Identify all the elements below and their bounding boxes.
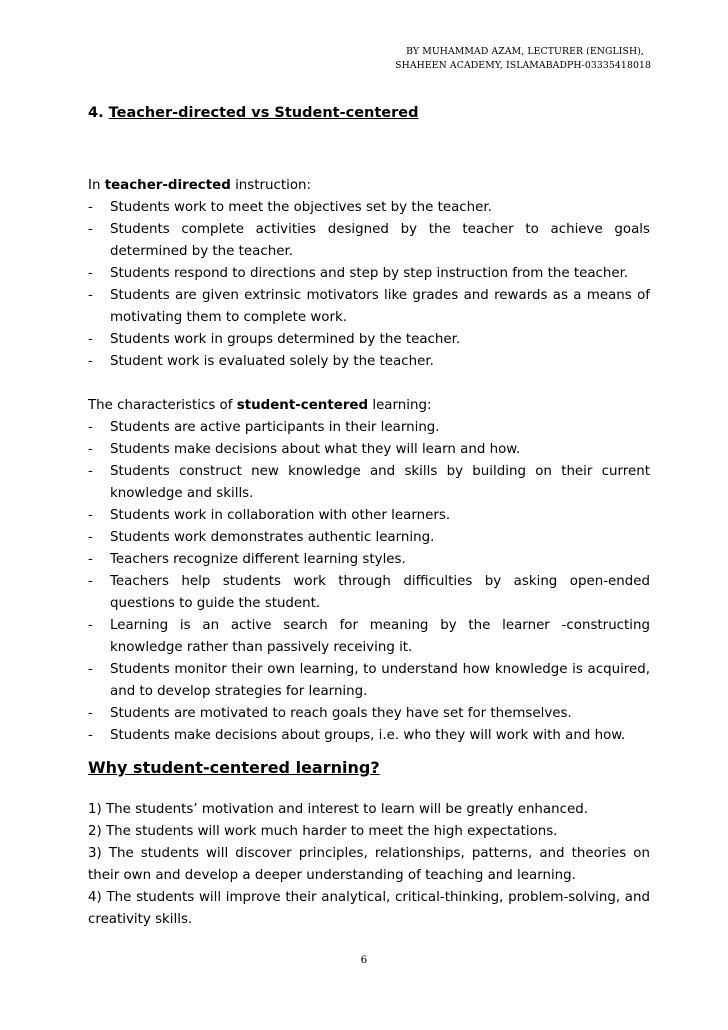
- reason-item: 4) The students will improve their analytical, critical-thinking, problem-solving, and creativity skills.: [88, 890, 650, 927]
- list-item-text: Student work is evaluated solely by the teacher.: [110, 354, 434, 369]
- list-item-text: Students work in groups determined by the teacher.: [110, 332, 461, 347]
- list-item: [88, 439, 650, 461]
- teacher-directed-intro: [88, 175, 650, 197]
- bullet-dash: -: [88, 728, 93, 743]
- bullet-dash: -: [88, 420, 93, 435]
- list-item: [88, 219, 650, 263]
- list-item-text: Students make decisions about groups, i.e. who they will work with and how.: [110, 728, 626, 743]
- intro-bold-term: teacher-directed: [104, 178, 231, 193]
- bullet-dash: -: [88, 706, 93, 721]
- why-heading: Why student-centered learning?: [88, 758, 380, 777]
- list-item: [88, 505, 650, 527]
- page-content: [88, 102, 650, 931]
- list-item-text: Teachers help students work through difficulties by asking open-ended questions to guide the student.: [110, 574, 650, 611]
- list-item-text: Students work in collaboration with other learners.: [110, 508, 451, 523]
- intro-bold-term: student-centered: [236, 398, 369, 413]
- bullet-dash: -: [88, 508, 93, 523]
- list-item-text: Students work to meet the objectives set by the teacher.: [110, 200, 492, 215]
- page-header: [395, 45, 651, 73]
- intro-suffix: instruction:: [230, 178, 312, 193]
- list-item: [88, 615, 650, 659]
- list-item: [88, 329, 650, 351]
- section-number: 4.: [88, 105, 104, 121]
- bullet-dash: -: [88, 662, 93, 677]
- bullet-dash: -: [88, 552, 93, 567]
- student-centered-intro: [88, 395, 650, 417]
- list-item-text: Students respond to directions and step by step instruction from the teacher.: [110, 266, 629, 281]
- header-line-author: BY MUHAMMAD AZAM, LECTURER (ENGLISH),: [406, 46, 644, 57]
- intro-suffix: learning:: [368, 398, 432, 413]
- intro-prefix: The characteristics of: [88, 398, 237, 413]
- reason-item: 3) The students will discover principles, relationships, patterns, and theories on their own and develop a deeper understanding of teaching and learning.: [88, 846, 650, 883]
- spacer: [88, 373, 650, 395]
- bullet-dash: -: [88, 222, 93, 237]
- bullet-dash: -: [88, 288, 93, 303]
- list-item-text: Learning is an active search for meaning by the learner -constructing knowledge rather than passively receiving it.: [110, 618, 650, 655]
- bullet-dash: -: [88, 618, 93, 633]
- bullet-dash: -: [88, 574, 93, 589]
- bullet-dash: -: [88, 530, 93, 545]
- list-item-text: Students are active participants in their learning.: [110, 420, 440, 435]
- list-item: [88, 703, 650, 725]
- list-item: [88, 263, 650, 285]
- list-item-text: Students work demonstrates authentic learning.: [110, 530, 435, 545]
- list-item: [88, 527, 650, 549]
- list-item-text: Students monitor their own learning, to understand how knowledge is acquired, and to develop strategies for learning.: [110, 662, 650, 699]
- list-item: [88, 197, 650, 219]
- bullet-dash: -: [88, 200, 93, 215]
- header-line-institution: SHAHEEN ACADEMY, ISLAMABADPH-03335418018: [395, 60, 651, 71]
- bullet-dash: -: [88, 464, 93, 479]
- page-number: 6: [360, 954, 368, 966]
- reason-item: 1) The students’ motivation and interest to learn will be greatly enhanced.: [88, 802, 588, 817]
- list-item-text: Students make decisions about what they will learn and how.: [110, 442, 521, 457]
- student-centered-list: [88, 417, 650, 747]
- reasons-list: [88, 799, 650, 931]
- list-item-text: Students are given extrinsic motivators like grades and rewards as a means of motivating them to complete work.: [110, 288, 650, 325]
- list-item: [88, 351, 650, 373]
- bullet-dash: -: [88, 442, 93, 457]
- bullet-dash: -: [88, 266, 93, 281]
- reason-item: 2) The students will work much harder to meet the high expectations.: [88, 824, 558, 839]
- section-heading: [88, 102, 650, 124]
- list-item-text: Teachers recognize different learning styles.: [110, 552, 406, 567]
- list-item-text: Students construct new knowledge and skills by building on their current knowledge and skills.: [110, 464, 650, 501]
- list-item: [88, 417, 650, 439]
- bullet-dash: -: [88, 332, 93, 347]
- teacher-directed-list: [88, 197, 650, 373]
- list-item: [88, 461, 650, 505]
- list-item: [88, 549, 650, 571]
- list-item-text: Students complete activities designed by the teacher to achieve goals determined by the teacher.: [110, 222, 650, 259]
- list-item-text: Students are motivated to reach goals they have set for themselves.: [110, 706, 572, 721]
- list-item: [88, 571, 650, 615]
- intro-prefix: In: [88, 178, 105, 193]
- section-title: Teacher-directed vs Student-centered: [108, 105, 419, 121]
- list-item: [88, 725, 650, 747]
- list-item: [88, 659, 650, 703]
- list-item: [88, 285, 650, 329]
- bullet-dash: -: [88, 354, 93, 369]
